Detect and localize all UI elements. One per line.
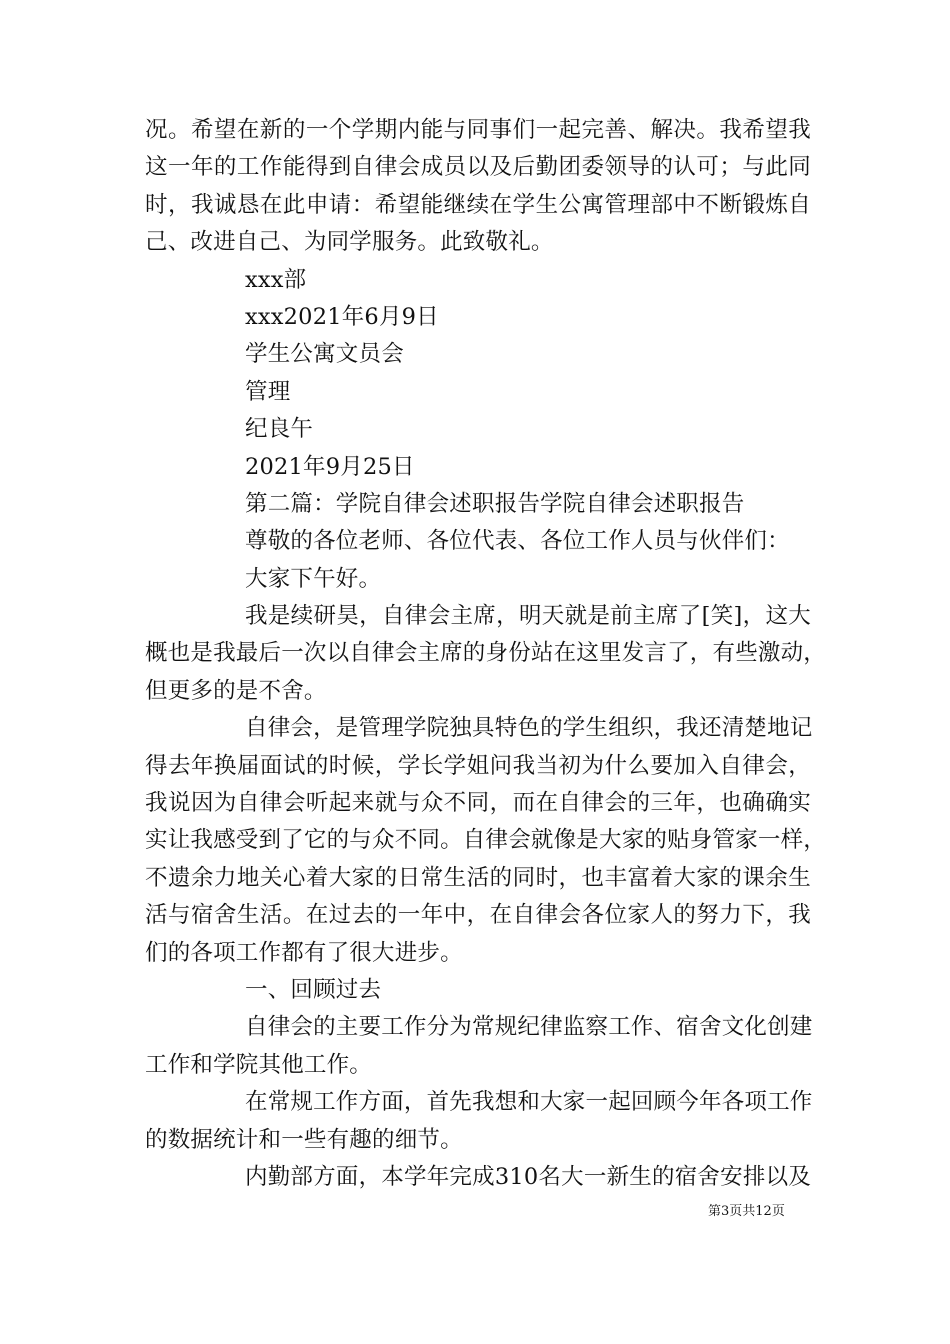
text-line: 2021年9月25日 bbox=[245, 453, 415, 480]
text-line: 得去年换届面试的时候，学长学姐问我当初为什么要加入自律会， bbox=[145, 752, 811, 779]
text-line: 们的各项工作都有了很大进步。 bbox=[145, 939, 463, 966]
document-body bbox=[145, 112, 827, 1196]
text-line: 工作和学院其他工作。 bbox=[145, 1051, 373, 1078]
text-line: 学生公寓文员会 bbox=[245, 341, 404, 368]
text-line: 内勤部方面，本学年完成310名大一新生的宿舍安排以及 bbox=[245, 1163, 811, 1190]
text-line: 活与宿舍生活。在过去的一年中，在自律会各位家人的努力下，我 bbox=[145, 902, 811, 929]
text-line: 一、回顾过去 bbox=[245, 976, 382, 1003]
text-line: 在常规工作方面，首先我想和大家一起回顾今年各项工作 bbox=[245, 1089, 813, 1116]
text-line: 大家下午好。 bbox=[245, 565, 382, 592]
text-line: 我是续研昊，自律会主席，明天就是前主席了[笑]，这大 bbox=[245, 603, 811, 630]
text-line: 不遗余力地关心着大家的日常生活的同时，也丰富着大家的课余生 bbox=[145, 864, 811, 891]
text-line: 这一年的工作能得到自律会成员以及后勤团委领导的认可；与此同 bbox=[145, 154, 811, 181]
text-line: 自律会的主要工作分为常规纪律监察工作、宿舍文化创建 bbox=[245, 1014, 813, 1041]
text-line: 但更多的是不舍。 bbox=[145, 677, 327, 704]
text-line: 的数据统计和一些有趣的细节。 bbox=[145, 1126, 463, 1153]
text-line: 时，我诚恳在此申请：希望能继续在学生公寓管理部中不断锻炼自 bbox=[145, 191, 811, 218]
text-line: 第二篇：学院自律会述职报告学院自律会述职报告 bbox=[245, 490, 745, 517]
text-line: 尊敬的各位老师、各位代表、各位工作人员与伙伴们： bbox=[245, 528, 790, 555]
text-line: xxx2021年6月9日 bbox=[245, 303, 439, 330]
text-line: 管理 bbox=[245, 378, 291, 405]
page-number-footer: 第3页共12页 bbox=[708, 1204, 785, 1219]
text-line: 概也是我最后一次以自律会主席的身份站在这里发言了，有些激动， bbox=[145, 640, 827, 667]
text-line: 纪良午 bbox=[245, 416, 314, 443]
text-line: 自律会，是管理学院独具特色的学生组织，我还清楚地记 bbox=[245, 715, 813, 742]
text-line: 实让我感受到了它的与众不同。自律会就像是大家的贴身管家一样， bbox=[145, 827, 827, 854]
text-line: 我说因为自律会听起来就与众不同，而在自律会的三年，也确确实 bbox=[145, 790, 811, 817]
text-line: 己、改进自己、为同学服务。此致敬礼。 bbox=[145, 229, 554, 256]
text-line: xxx部 bbox=[245, 266, 307, 293]
text-line: 况。希望在新的一个学期内能与同事们一起完善、解决。我希望我 bbox=[145, 117, 811, 143]
